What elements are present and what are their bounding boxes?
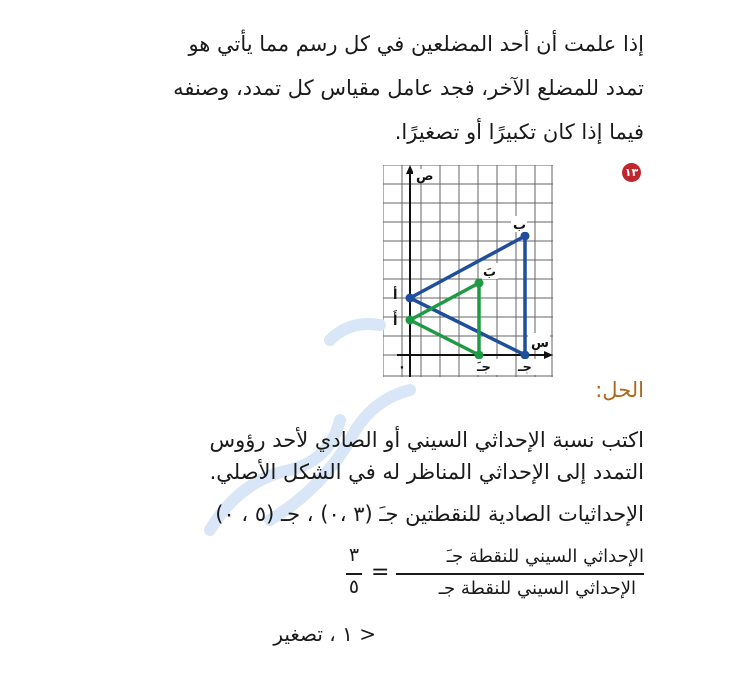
label-c: جـ (518, 360, 532, 375)
label-b-prime: بَ (483, 265, 497, 280)
equals-sign: = (371, 560, 390, 585)
fraction-bar (396, 573, 644, 575)
vertex-c (521, 351, 530, 360)
conclusion: < ١ ، تصغير (273, 622, 376, 646)
vertex-a-prime (406, 316, 415, 325)
solution-step-2: الإحداثيات الصادية للنقطتين جـَ (٣ ،٠) ، جـ (٥ ، ٠) (215, 502, 644, 526)
y-axis-arrow (406, 165, 414, 174)
fraction-denominator: الإحداثي السيني للنقطة جـ (438, 578, 636, 599)
y-axis-label: ص (416, 169, 434, 184)
label-a: أ (393, 288, 398, 303)
vertex-a (406, 294, 415, 303)
x-axis-label: س (531, 336, 549, 351)
step-1-line-1: اكتب نسبة الإحداثي السيني أو الصادي لأحد رؤوس (209, 428, 644, 452)
intro-line-1: إذا علمت أن أحد المضلعين في كل رسم مما يأتي هو (188, 32, 644, 56)
label-a-prime: أَ (393, 314, 398, 329)
grid-lines (383, 165, 553, 377)
ratio-numerator: ٣ (348, 544, 360, 566)
problem-number-badge: ١٣ (622, 163, 641, 182)
solution-label: الحل: (595, 378, 644, 402)
step-1-line-2: التمدد إلى الإحداثي المناظر له في الشكل الأصلي. (209, 460, 644, 484)
label-c-prime: جـَ (477, 360, 491, 375)
dilation-figure (383, 165, 553, 377)
origin-label: ٠ (398, 360, 406, 375)
ratio-fraction-bar (346, 573, 362, 575)
intro-line-3: فيما إذا كان تكبيرًا أو تصغيرًا. (394, 120, 644, 144)
label-b: ب (513, 218, 527, 233)
intro-line-2: تمدد للمضلع الآخر، فجد عامل مقياس كل تمدد، وصنفه (173, 76, 644, 100)
scale-factor-equation (344, 544, 644, 604)
problem-intro (173, 22, 644, 154)
fraction-numerator: الإحداثي السيني للنقطة جـَ (446, 546, 644, 567)
solution-step-1 (210, 424, 644, 488)
ratio-denominator: ٥ (348, 576, 360, 598)
outer-triangle (410, 236, 525, 355)
vertex-c-prime (475, 351, 484, 360)
